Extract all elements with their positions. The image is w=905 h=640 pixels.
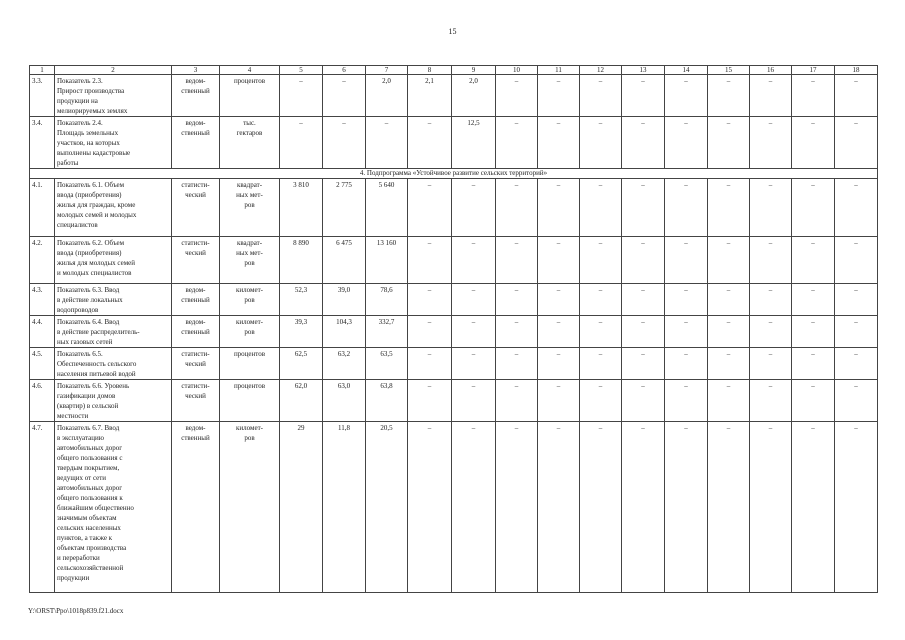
value-cell: – [750, 75, 792, 117]
value-cell: – [496, 284, 538, 316]
indicator-name-line: участков, на которых [57, 139, 120, 147]
indicator-name-line: и переработки [57, 554, 100, 562]
unit-line: процентов [233, 350, 266, 358]
value-cell: 20,5 [366, 422, 408, 593]
indicator-name [55, 348, 172, 380]
unit-line: гектаров [236, 129, 263, 137]
unit [220, 117, 280, 169]
indicator-name-line: Показатель 2.3. [57, 77, 103, 85]
column-number-cell: 15 [708, 66, 750, 75]
indicator-name [55, 380, 172, 422]
value-cell: – [408, 422, 452, 593]
value-cell: – [708, 316, 750, 348]
value-cell: 2,0 [366, 75, 408, 117]
value-cell: – [750, 237, 792, 284]
value-cell: – [452, 316, 496, 348]
indicator-name-line: значимым объектам [57, 514, 117, 522]
column-number-cell: 13 [622, 66, 665, 75]
indicator-name-line: Показатель 6.5. [57, 350, 103, 358]
value-cell: 52,3 [280, 284, 323, 316]
data-source-line: ведом- [185, 286, 206, 294]
indicator-name-line: в эксплуатацию [57, 434, 104, 442]
value-cell: 63,0 [323, 380, 366, 422]
indicator-name-line: работы [57, 159, 79, 167]
indicator-name-line: Показатель 6.6. Уровень [57, 382, 130, 390]
value-cell: – [622, 284, 665, 316]
indicator-name-line: сельскохозяйственной [57, 564, 124, 572]
value-cell: – [496, 117, 538, 169]
indicator-name-line: ближайшим общественно [57, 504, 134, 512]
indicator-name [55, 316, 172, 348]
column-number-cell: 8 [408, 66, 452, 75]
value-cell: – [580, 179, 622, 237]
value-cell: – [538, 284, 580, 316]
value-cell: – [452, 348, 496, 380]
indicator-name-line: ввода (приобретения) [57, 249, 122, 257]
indicator-name [55, 117, 172, 169]
column-number-cell: 4 [220, 66, 280, 75]
indicator-name-line: объектам производства [57, 544, 127, 552]
value-cell: – [622, 316, 665, 348]
value-cell: – [622, 237, 665, 284]
document-path: Y:\ORST\Ppo\1018p839.f21.docx [28, 607, 124, 615]
value-cell: – [496, 380, 538, 422]
table-row [30, 380, 878, 422]
value-cell: – [792, 284, 835, 316]
data-source-line: ведом- [185, 119, 206, 127]
indicator-name-line: Обеспеченность сельского [57, 360, 137, 368]
indicator-name-line: Показатель 6.4. Ввод [57, 318, 120, 326]
table-row [30, 117, 878, 169]
value-cell: – [408, 237, 452, 284]
column-number-cell: 5 [280, 66, 323, 75]
value-cell: 62,5 [280, 348, 323, 380]
value-cell: 3 810 [280, 179, 323, 237]
indicator-name [55, 422, 172, 593]
data-source [172, 316, 220, 348]
unit [220, 422, 280, 593]
value-cell: – [452, 380, 496, 422]
value-cell: – [580, 75, 622, 117]
column-number-cell: 9 [452, 66, 496, 75]
indicator-name-line: в действие распределитель- [57, 328, 140, 336]
value-cell: – [835, 380, 878, 422]
value-cell: – [708, 75, 750, 117]
row-number: 3.3. [30, 75, 55, 117]
data-source [172, 117, 220, 169]
value-cell: – [580, 284, 622, 316]
indicator-name-line: газификации домов [57, 392, 116, 400]
data-source-line: ческий [185, 360, 206, 368]
value-cell: – [750, 284, 792, 316]
indicator-name-line: и молодых специалистов [57, 269, 132, 277]
unit-line: процентов [233, 382, 266, 390]
value-cell: – [665, 179, 708, 237]
value-cell: – [835, 117, 878, 169]
value-cell: 5 640 [366, 179, 408, 237]
data-source-line: статисти- [181, 239, 210, 247]
indicator-name-line: населения питьевой водой [57, 370, 136, 378]
value-cell: – [538, 75, 580, 117]
indicator-name-line: твердым покрытием, [57, 464, 120, 472]
indicator-name-line: продукции [57, 574, 90, 582]
data-source-line: ведом- [185, 77, 206, 85]
value-cell: – [665, 316, 708, 348]
value-cell: – [665, 284, 708, 316]
indicator-name-line: автомобильных дорог [57, 484, 123, 492]
value-cell: – [750, 348, 792, 380]
value-cell: – [323, 117, 366, 169]
indicator-name-line: жилья для молодых семей [57, 259, 135, 267]
unit-line: процентов [233, 77, 266, 85]
value-cell: – [408, 179, 452, 237]
value-cell: – [708, 237, 750, 284]
unit-line: ных мет- [236, 249, 263, 257]
value-cell: – [580, 237, 622, 284]
indicator-name-line: Площадь земельных [57, 129, 119, 137]
value-cell: – [792, 316, 835, 348]
value-cell: – [452, 422, 496, 593]
indicator-name-line: Показатель 2.4. [57, 119, 103, 127]
value-cell: – [622, 179, 665, 237]
value-cell: – [835, 179, 878, 237]
value-cell: – [708, 179, 750, 237]
indicator-name-line: Показатель 6.1. Объем [57, 181, 125, 189]
value-cell: 8 890 [280, 237, 323, 284]
column-number-cell: 1 [30, 66, 55, 75]
unit-line: квадрат- [236, 239, 263, 247]
value-cell: – [750, 316, 792, 348]
value-cell: – [665, 75, 708, 117]
value-cell: – [622, 75, 665, 117]
column-number-cell: 2 [55, 66, 172, 75]
data-source-line: ственный [181, 296, 210, 304]
table-row [30, 422, 878, 593]
table-row [30, 316, 878, 348]
value-cell: – [665, 422, 708, 593]
value-cell: 39,3 [280, 316, 323, 348]
value-cell: – [708, 348, 750, 380]
value-cell: 2 775 [323, 179, 366, 237]
data-source-line: ческий [185, 249, 206, 257]
indicator-name-line: в действие локальных [57, 296, 123, 304]
indicator-name [55, 237, 172, 284]
table-row [30, 284, 878, 316]
indicator-name [55, 75, 172, 117]
row-number: 4.6. [30, 380, 55, 422]
column-numbers-row [30, 66, 878, 75]
value-cell: 78,6 [366, 284, 408, 316]
unit-line: ров [244, 434, 255, 442]
table-row [30, 179, 878, 237]
value-cell: – [452, 179, 496, 237]
data-source-line: статисти- [181, 382, 210, 390]
value-cell: 332,7 [366, 316, 408, 348]
value-cell: – [665, 348, 708, 380]
value-cell: – [792, 380, 835, 422]
unit-line: ров [244, 296, 255, 304]
value-cell: – [323, 75, 366, 117]
value-cell: 104,3 [323, 316, 366, 348]
value-cell: – [496, 75, 538, 117]
value-cell: – [792, 237, 835, 284]
indicator-name-line: общего пользования с [57, 454, 123, 462]
indicator-name-line: ввода (приобретения) [57, 191, 122, 199]
value-cell: – [792, 75, 835, 117]
unit [220, 284, 280, 316]
data-source-line: ственный [181, 129, 210, 137]
row-number: 4.7. [30, 422, 55, 593]
indicator-name-line: (квартир) в сельской [57, 402, 119, 410]
value-cell: 63,2 [323, 348, 366, 380]
value-cell: – [496, 179, 538, 237]
value-cell: 63,8 [366, 380, 408, 422]
indicator-name-line: Прирост производства [57, 87, 125, 95]
value-cell: – [835, 422, 878, 593]
table-row [30, 237, 878, 284]
indicators-table [29, 65, 878, 593]
value-cell: 29 [280, 422, 323, 593]
indicator-name-line: Показатель 6.7. Ввод [57, 424, 120, 432]
indicator-name-line: специалистов [57, 221, 98, 229]
value-cell: – [622, 117, 665, 169]
value-cell: – [665, 237, 708, 284]
data-source-line: ственный [181, 328, 210, 336]
unit-line: километ- [236, 286, 263, 294]
data-source-line: ственный [181, 87, 210, 95]
value-cell: – [708, 117, 750, 169]
value-cell: – [835, 237, 878, 284]
unit-line: ров [244, 328, 255, 336]
value-cell: – [408, 348, 452, 380]
data-source-line: ственный [181, 434, 210, 442]
row-number: 4.4. [30, 316, 55, 348]
column-number-cell: 10 [496, 66, 538, 75]
unit [220, 380, 280, 422]
value-cell: – [538, 380, 580, 422]
value-cell: – [792, 179, 835, 237]
row-number: 4.1. [30, 179, 55, 237]
column-number-cell: 12 [580, 66, 622, 75]
value-cell: – [750, 422, 792, 593]
column-number-cell: 7 [366, 66, 408, 75]
data-source-line: ческий [185, 392, 206, 400]
value-cell: 13 160 [366, 237, 408, 284]
row-number: 4.2. [30, 237, 55, 284]
value-cell: – [496, 316, 538, 348]
indicator-name [55, 284, 172, 316]
value-cell: – [792, 348, 835, 380]
page-number: 15 [448, 27, 457, 36]
value-cell: – [622, 422, 665, 593]
value-cell: – [792, 117, 835, 169]
value-cell: – [750, 179, 792, 237]
data-source-line: ведом- [185, 318, 206, 326]
data-source [172, 422, 220, 593]
data-source-line: статисти- [181, 181, 210, 189]
data-source [172, 380, 220, 422]
value-cell: 11,8 [323, 422, 366, 593]
indicator-name-line: общего пользования к [57, 494, 123, 502]
data-source [172, 237, 220, 284]
data-source-line: ведом- [185, 424, 206, 432]
unit [220, 348, 280, 380]
value-cell: – [538, 316, 580, 348]
value-cell: – [622, 380, 665, 422]
row-number: 4.3. [30, 284, 55, 316]
value-cell: – [408, 380, 452, 422]
value-cell: – [580, 117, 622, 169]
value-cell: – [280, 75, 323, 117]
indicator-name-line: Показатель 6.3. Ввод [57, 286, 120, 294]
indicator-name-line: молодых семей и молодых [57, 211, 137, 219]
unit-line: ров [244, 201, 255, 209]
table-row [30, 348, 878, 380]
data-source [172, 75, 220, 117]
indicator-name-line: мелиорируемых землях [57, 107, 128, 115]
column-number-cell: 6 [323, 66, 366, 75]
unit [220, 316, 280, 348]
value-cell: – [580, 348, 622, 380]
value-cell: – [622, 348, 665, 380]
value-cell: – [280, 117, 323, 169]
value-cell: – [538, 422, 580, 593]
indicator-name-line: Показатель 6.2. Объем [57, 239, 125, 247]
indicator-name-line: автомобильных дорог [57, 444, 123, 452]
value-cell: 62,0 [280, 380, 323, 422]
indicator-name-line: ных газовых сетей [57, 338, 113, 346]
value-cell: – [496, 348, 538, 380]
value-cell: – [580, 380, 622, 422]
row-number: 4.5. [30, 348, 55, 380]
indicator-name-line: продукции на [57, 97, 98, 105]
value-cell: – [665, 117, 708, 169]
value-cell: – [580, 316, 622, 348]
value-cell: 2,0 [452, 75, 496, 117]
column-number-cell: 16 [750, 66, 792, 75]
value-cell: – [538, 237, 580, 284]
value-cell: – [452, 237, 496, 284]
value-cell: 2,1 [408, 75, 452, 117]
indicator-name [55, 179, 172, 237]
value-cell: – [835, 75, 878, 117]
value-cell: – [835, 316, 878, 348]
value-cell: 12,5 [452, 117, 496, 169]
unit-line: ров [244, 259, 255, 267]
column-number-cell: 11 [538, 66, 580, 75]
table-row [30, 75, 878, 117]
value-cell: – [708, 422, 750, 593]
unit [220, 179, 280, 237]
value-cell: – [665, 380, 708, 422]
unit-line: километ- [236, 424, 263, 432]
value-cell: – [538, 348, 580, 380]
value-cell: – [750, 380, 792, 422]
section-row [30, 169, 878, 179]
unit [220, 237, 280, 284]
data-source [172, 284, 220, 316]
value-cell: – [408, 284, 452, 316]
column-number-cell: 3 [172, 66, 220, 75]
column-number-cell: 18 [835, 66, 878, 75]
value-cell: – [708, 284, 750, 316]
unit-line: ных мет- [236, 191, 263, 199]
value-cell: – [835, 284, 878, 316]
value-cell: – [538, 117, 580, 169]
value-cell: – [538, 179, 580, 237]
data-source-line: статисти- [181, 350, 210, 358]
value-cell: – [366, 117, 408, 169]
indicator-name-line: ведущих от сети [57, 474, 107, 482]
column-number-cell: 17 [792, 66, 835, 75]
value-cell: 63,5 [366, 348, 408, 380]
value-cell: – [580, 422, 622, 593]
value-cell: – [408, 316, 452, 348]
unit-line: километ- [236, 318, 263, 326]
unit-line: тыс. [243, 119, 256, 127]
unit-line: квадрат- [236, 181, 263, 189]
value-cell: – [792, 422, 835, 593]
value-cell: – [496, 422, 538, 593]
value-cell: 6 475 [323, 237, 366, 284]
indicator-name-line: выполнены кадастровые [57, 149, 131, 157]
value-cell: – [452, 284, 496, 316]
column-number-cell: 14 [665, 66, 708, 75]
unit [220, 75, 280, 117]
indicator-name-line: жилья для граждан, кроме [57, 201, 136, 209]
value-cell: – [708, 380, 750, 422]
value-cell: – [408, 117, 452, 169]
value-cell: 39,0 [323, 284, 366, 316]
indicator-name-line: водопроводов [57, 306, 99, 314]
data-source-line: ческий [185, 191, 206, 199]
value-cell: – [496, 237, 538, 284]
value-cell: – [835, 348, 878, 380]
section-title: 4. Подпрограмма «Устойчивое развитие сельских территорий» [30, 169, 878, 179]
data-source [172, 179, 220, 237]
indicator-name-line: сельских населенных [57, 524, 121, 532]
indicator-name-line: местности [57, 412, 89, 420]
value-cell: – [750, 117, 792, 169]
indicator-name-line: пунктов, а также к [57, 534, 113, 542]
row-number: 3.4. [30, 117, 55, 169]
data-source [172, 348, 220, 380]
